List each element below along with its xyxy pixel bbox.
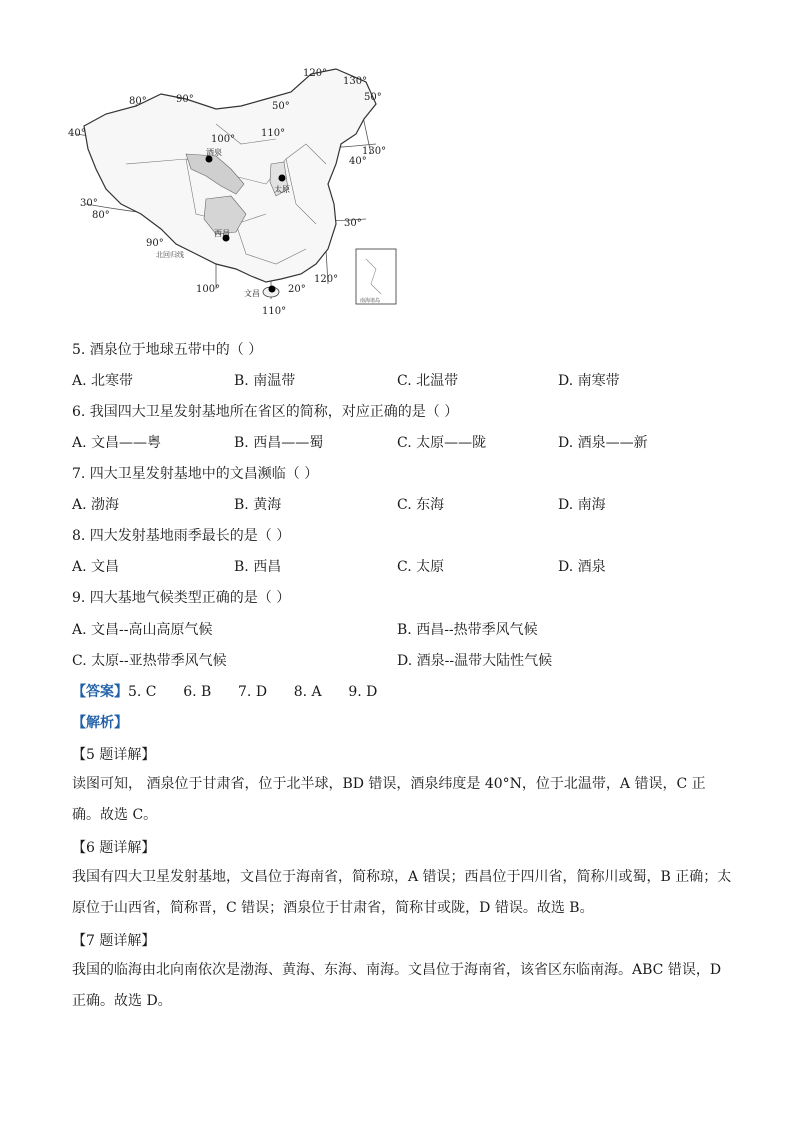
lat-label: 50° [272,101,290,112]
question-9-option-a: A. 文昌--高山高原气候 [72,622,213,638]
detail-5-text: 读图可知， 酒泉位于甘肃省，位于北半球，BD 错误，酒泉纬度是 40°N，位于北温带，A 错误，C 正确。故选 C。 [72,776,706,823]
city-label-taiyuan: 太原 [274,185,290,194]
city-label-jiuquan: 酒泉 [206,148,222,157]
city-label-wenchang: 文昌 [244,289,260,298]
question-9-option-b: B. 西昌--热带季风气候 [397,622,538,638]
detail-6-text: 我国有四大卫星发射基地，文昌位于海南省，简称琼，A 错误；西昌位于四川省，简称川或蜀，B 正确；太原位于山西省，简称晋，C 错误；酒泉位于甘肃省，简称甘或陇，D 错误。故选 B。 [72,869,732,916]
question-8-option-b: B. 西昌 [234,559,282,575]
lon-label: 90° [146,238,164,249]
question-7-option-c: C. 东海 [397,497,445,513]
china-map [66,64,406,318]
question-7-stem: 7. 四大卫星发射基地中的文昌濒临（ ） [72,466,319,482]
taiyuan-dot [279,175,286,182]
question-6-option-d: D. 酒泉——新 [558,435,648,451]
south-china-sea-inset [356,249,396,304]
question-9-option-d: D. 酒泉--温带大陆性气候 [397,653,553,669]
question-8-option-c: C. 太原 [397,559,445,575]
lat-label: 30° [344,218,362,229]
lon-label: 130° [343,76,368,87]
answer-text: 5. C 6. B 7. D 8. A 9. D [128,684,378,700]
wenchang-dot [269,286,276,293]
question-8-stem: 8. 四大发射基地雨季最长的是（ ） [72,528,291,544]
question-7-option-b: B. 黄海 [234,497,282,513]
lat-label: 30° [80,198,98,209]
question-6-option-b: B. 西昌——蜀 [234,435,324,451]
detail-5-title: 【5 题详解】 [72,747,156,763]
answer-label: 【答案】 [72,684,128,700]
question-5-option-c: C. 北温带 [397,373,459,389]
question-5-option-b: B. 南温带 [234,373,296,389]
lon-label: 130° [362,146,387,157]
question-9-option-c: C. 太原--亚热带季风气候 [72,653,227,669]
lat-label: 50° [364,92,382,103]
lon-label: 80° [92,210,110,221]
lat-label: 40° [68,128,86,139]
question-6-option-c: C. 太原——陇 [397,435,487,451]
lat-label: 20° [288,284,306,295]
question-8-option-a: A. 文昌 [72,559,120,575]
lon-label: 110° [261,128,286,139]
question-6-stem: 6. 我国四大卫星发射基地所在省区的简称，对应正确的是（ ） [72,404,459,420]
lon-label: 100° [211,134,236,145]
inset-label: 南海诸岛 [360,298,381,304]
lat-label: 40° [349,156,367,167]
lon-label: 120° [314,274,339,285]
answer-line [72,681,377,701]
tropic-label: 北回归线 [156,251,184,259]
question-5-option-a: A. 北寒带 [72,373,134,389]
question-6-option-a: A. 文昌——粤 [72,435,162,451]
question-5-option-d: D. 南寒带 [558,373,620,389]
question-5-stem: 5. 酒泉位于地球五带中的（ ） [72,342,263,358]
question-9-stem: 9. 四大基地气候类型正确的是（ ） [72,590,291,606]
detail-6-title: 【6 题详解】 [72,840,156,856]
lon-label: 120° [303,68,328,79]
city-label-xichang: 西昌 [214,229,230,238]
china-map-svg [66,64,406,318]
analysis-label: 【解析】 [72,715,128,731]
lon-label: 80° [129,96,147,107]
lon-label: 110° [262,306,287,317]
question-7-option-d: D. 南海 [558,497,606,513]
question-8-option-d: D. 酒泉 [558,559,606,575]
lon-label: 90° [176,94,194,105]
lon-label: 100° [196,284,221,295]
detail-7-title: 【7 题详解】 [72,933,156,949]
detail-7-text: 我国的临海由北向南依次是渤海、黄海、东海、南海。文昌位于海南省，该省区东临南海。ABC 错误，D 正确。故选 D。 [72,962,722,1009]
question-7-option-a: A. 渤海 [72,497,120,513]
